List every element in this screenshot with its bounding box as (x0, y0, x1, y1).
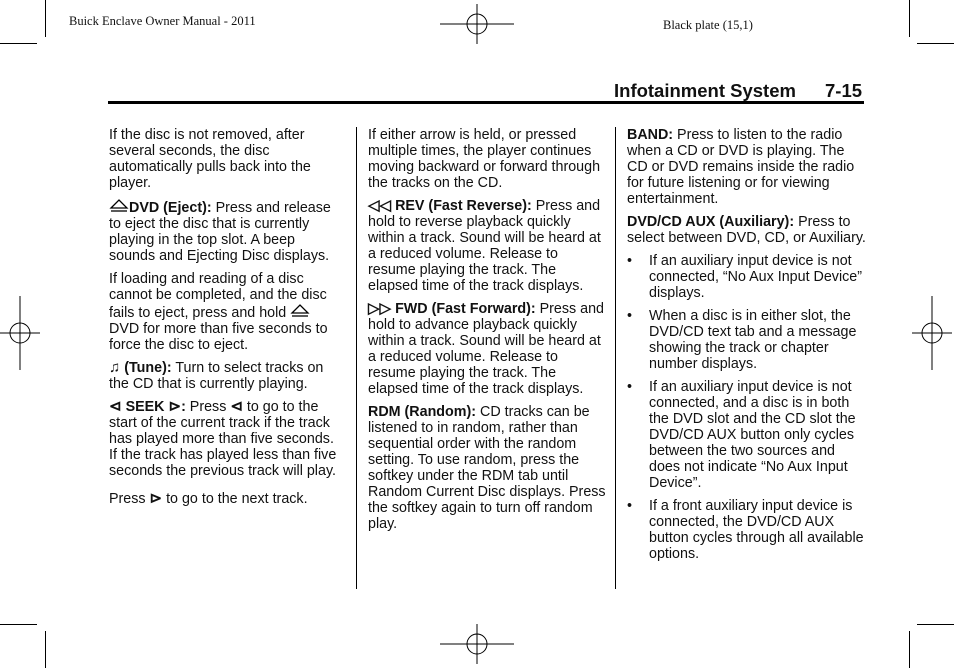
list-item: • If an auxiliary input device is not connected, “No Aux Input Device” displays. (627, 253, 867, 301)
registration-mark-left (0, 296, 40, 370)
crop-mark (45, 0, 46, 37)
column-divider (615, 127, 616, 589)
column-1 (109, 127, 341, 514)
dvd-eject-paragraph (109, 198, 341, 264)
column-2 (368, 127, 608, 539)
eject-icon (290, 303, 310, 319)
eject-icon (109, 198, 129, 214)
rewind-icon: ◁◁ (368, 197, 392, 214)
fwd-label: FWD (Fast Forward): (395, 301, 536, 317)
registration-mark-top (440, 4, 514, 44)
paragraph: If either arrow is held, or pressed multiple times, the player continues moving backward or forward through the tracks on the CD. (368, 127, 601, 191)
crop-mark (0, 624, 37, 625)
rev-text: Press and hold to reverse playback quickly within a track. Sound will be heard at a reduced volume. Release to resume playing the track. The elapsed time of the track displays. (368, 198, 601, 294)
seek-back-icon: ⊲ (230, 398, 243, 415)
seek-forward-icon: ⊳ (168, 398, 182, 415)
crop-mark (917, 624, 954, 625)
seek-label: SEEK (125, 399, 165, 415)
seek-back-icon: ⊲ (109, 398, 122, 415)
dvd-eject-text: Press and release to eject the disc that is currently playing in the top slot. A beep sounds and Ejecting Disc displays. (109, 200, 331, 264)
dvd-eject-label: DVD (Eject): (129, 200, 212, 216)
press-text: Press (109, 491, 150, 507)
list-item: • When a disc is in either slot, the DVD/CD text tab and a message showing the track or chapter number displays. (627, 308, 867, 372)
fwd-paragraph (368, 301, 608, 397)
eject-force-paragraph (109, 271, 341, 353)
header-rule (108, 101, 864, 104)
seek-colon: : (181, 399, 186, 415)
tune-text: Turn to select tracks on the CD that is currently playing. (109, 360, 324, 392)
list-item: • If a front auxiliary input device is connected, the DVD/CD AUX button cycles through all available options. (627, 498, 867, 562)
rdm-text: CD tracks can be listened to in random, rather than sequential order with the random setting. To use random, press the softkey under the RDM tab until Random Current Disc displays. Press the softkey again to turn off random play. (368, 404, 606, 532)
section-title: Infotainment System (614, 80, 796, 101)
rdm-paragraph (368, 404, 608, 532)
plate-label: Black plate (15,1) (663, 18, 753, 32)
rdm-label: RDM (Random): (368, 404, 477, 420)
fwd-text: Press and hold to advance playback quickly within a track. Sound will be heard at a reduced volume. Release to resume playing the track. The elapsed time of the track displays. (368, 301, 604, 397)
aux-label: DVD/CD AUX (Auxiliary): (627, 214, 795, 230)
music-note-icon: ♫ (109, 359, 121, 376)
seek-forward-icon: ⊳ (149, 490, 163, 507)
seek-press: Press (185, 399, 231, 415)
seek-text: to go to the start of the current track if the track has played more than five seconds. If the track has played less than five seconds the previous track will play. (109, 399, 337, 479)
crop-mark (909, 0, 910, 37)
tune-paragraph (109, 360, 341, 392)
page-number: 7-15 (825, 80, 863, 101)
crop-mark (45, 631, 46, 668)
aux-paragraph (627, 214, 867, 246)
manual-title: Buick Enclave Owner Manual - 2011 (69, 14, 256, 28)
next-track-text: to go to the next track. (162, 491, 308, 507)
column-divider (356, 127, 357, 589)
seek-paragraph (109, 399, 341, 479)
band-label: BAND: (627, 127, 674, 143)
crop-mark (909, 631, 910, 668)
paragraph: If the disc is not removed, after several seconds, the disc automatically pulls back into the player. (109, 127, 311, 191)
rev-paragraph (368, 198, 608, 294)
rev-label: REV (Fast Reverse): (395, 198, 532, 214)
aux-bullet-list (627, 253, 867, 562)
crop-mark (917, 43, 954, 44)
registration-mark-right (912, 296, 952, 370)
eject-force-text-b: DVD for more than five seconds to force the disc to eject. (109, 321, 328, 353)
next-track-paragraph (109, 491, 341, 507)
registration-mark-bottom (440, 624, 514, 664)
list-item: • If an auxiliary input device is not connected, and a disc is in both the DVD slot and the CD slot the DVD/CD AUX button only cycles between the two sources and does not indicate “No Aux Input Device”. (627, 379, 867, 491)
column-3 (627, 127, 867, 569)
fast-forward-icon: ▷▷ (368, 300, 392, 317)
crop-mark (0, 43, 37, 44)
tune-label: (Tune): (124, 360, 172, 376)
band-text: Press to listen to the radio when a CD or DVD is playing. The CD or DVD remains inside the radio for future listening or for viewing entertainment. (627, 127, 855, 207)
eject-force-text-a: If loading and reading of a disc cannot be completed, and the disc fails to eject, press and hold (109, 271, 327, 321)
aux-text: Press to select between DVD, CD, or Auxiliary. (627, 214, 866, 246)
band-paragraph (627, 127, 867, 207)
